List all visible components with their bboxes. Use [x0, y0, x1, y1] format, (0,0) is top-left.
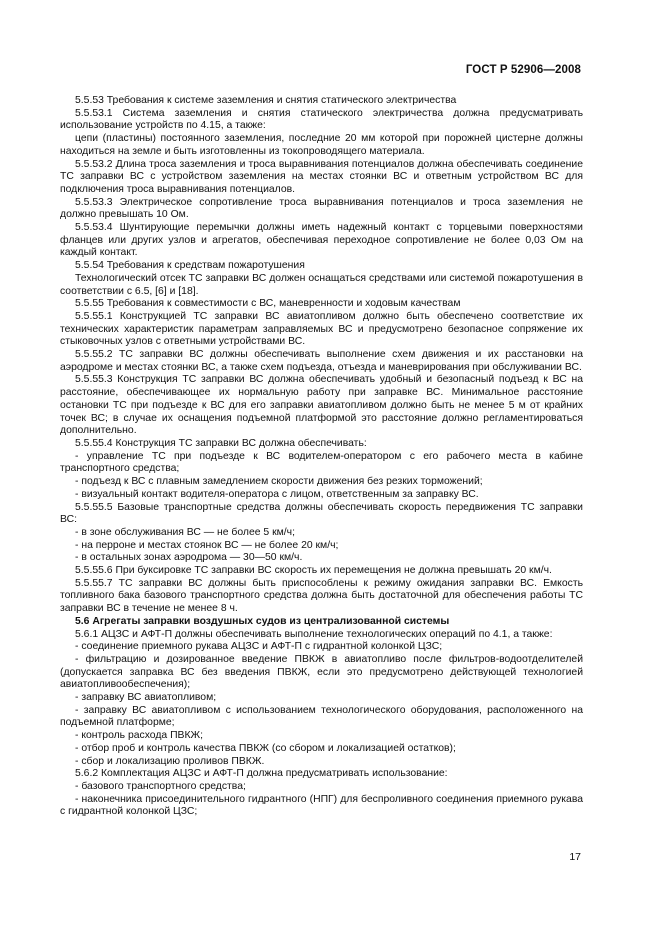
paragraph: 5.6.2 Комплектация АЦЗС и АФТ-П должна предусматривать использование:	[75, 768, 448, 780]
heading-5-5-54: 5.5.54 Требования к средствам пожаротушения	[75, 260, 305, 272]
page-number: 17	[569, 851, 581, 863]
paragraph: 5.5.53.2 Длина троса заземления и троса выравнивания потенциалов должна обеспечивать соединение ТС заправки ВС с устройством заземления на местах стоянки ВС и ответным устройством ВС для подключения троса выравнивания потенциалов.	[60, 158, 583, 195]
paragraph: Технологический отсек ТС заправки ВС должен оснащаться средствами или системой пожаротушения в соответствии с 6.5, [6] и [18].	[60, 272, 583, 297]
paragraph: 5.5.55.6 При буксировке ТС заправки ВС скорость их перемещения не должна превышать 20 км/ч.	[75, 565, 552, 577]
paragraph: цепи (пластины) постоянного заземления, последние 20 мм которой при порожней цистерне должны находиться на земле и быть изготовленны из токопроводящего материала.	[60, 133, 583, 157]
list-item: - в зоне обслуживания ВС — не более 5 км/ч;	[75, 526, 295, 538]
list-item: - в остальных зонах аэродрома — 30—50 км/ч.	[75, 552, 303, 564]
list-item: - визуальный контакт водителя-оператора с лицом, ответственным за заправку ВС.	[75, 488, 479, 500]
list-item: - отбор проб и контроль качества ПВКЖ (со сбором и локализацией остатков);	[75, 742, 456, 754]
paragraph: 5.5.55.5 Базовые транспортные средства должны обеспечивать скорость передвижения ТС заправки ВС:	[60, 501, 583, 526]
list-item: - фильтрацию и дозированное введение ПВКЖ в авиатопливо после фильтров-водоотделителей (допускается заправка ВС без введения ПВКЖ, если это предусмотрено действующей технологией авиатопливообеспечения);	[60, 653, 583, 691]
paragraph: 5.5.53.1 Система заземления и снятия статического электричества должна предусматривать использование устройств по 4.15, а также:	[60, 107, 583, 132]
heading-5-5-53: 5.5.53 Требования к системе заземления и снятия статического электричества	[75, 95, 457, 106]
list-item: - управление ТС при подъезде к ВС водителем-оператором с его рабочего места в кабине транспортного средства;	[60, 450, 583, 475]
paragraph: 5.5.55.2 ТС заправки ВС должны обеспечивать выполнение схем движения и их расстановки на аэродроме и местах стоянки ВС, а также схем подъезда, отъезда и маневрирования при обслуживании ВС.	[60, 349, 583, 373]
list-item: - контроль расхода ПВКЖ;	[75, 730, 204, 742]
paragraph: 5.5.55.4 Конструкция ТС заправки ВС должна обеспечивать:	[75, 437, 367, 449]
list-item: - базового транспортного средства;	[75, 780, 246, 792]
paragraph: 5.5.55.1 Конструкцией ТС заправки ВС авиатопливом должно быть обеспечено соответствие их технических характеристик параметрам заправляемых ВС и предусмотрено безопасное сопряжение их стыковочных узлов с ответными устройствами ВС.	[60, 310, 583, 348]
list-item: - заправку ВС авиатопливом;	[75, 692, 217, 704]
paragraph: 5.5.53.4 Шунтирующие перемычки должны иметь надежный контакт с торцевыми поверхностями фланцев или других узлов и агрегатов, обеспечивая переходное сопротивление не более 0,03 Ом на каждый контакт.	[60, 222, 583, 259]
heading-5-5-55: 5.5.55 Требования к совместимости с ВС, маневренности и ходовым качествам	[75, 298, 461, 310]
list-item: - заправку ВС авиатопливом с использованием технологического оборудования, расположенного на подъемной платформе;	[60, 704, 583, 729]
list-item: - подъезд к ВС с плавным замедлением скорости движения без резких торможений;	[75, 476, 483, 488]
paragraph: 5.6.1 АЦЗС и АФТ-П должны обеспечивать выполнение технологических операций по 4.1, а также:	[75, 628, 553, 640]
list-item: - соединение приемного рукава АЦЗС и АФТ-П с гидрантной колонкой ЦЗС;	[75, 641, 443, 653]
document-header: ГОСТ Р 52906—2008	[465, 64, 581, 76]
paragraph: 5.5.53.3 Электрическое сопротивление троса выравнивания потенциалов и троса заземления не должно превышать 10 Ом.	[60, 196, 583, 221]
paragraph: 5.5.55.7 ТС заправки ВС должны быть приспособлены к режиму ожидания заправки ВС. Емкость топливного бака базового транспортного средства должна быть достаточной для обеспечения работы ТС заправки ВС в течение не менее 8 ч.	[60, 577, 583, 615]
list-item: - на перроне и местах стоянок ВС — не более 20 км/ч;	[75, 539, 339, 551]
section-heading-5-6: 5.6 Агрегаты заправки воздушных судов из централизованной системы	[75, 615, 450, 627]
list-item: - сбор и локализацию проливов ПВКЖ.	[75, 755, 265, 767]
paragraph: 5.5.55.3 Конструкция ТС заправки ВС должна обеспечивать удобный и безопасный подъезд к ВС на расстояние, обеспечивающее их нормальную работу при заправке ВС. Минимальное расстояние остановки ТС при подъезде к ВС для его заправки авиатопливом должно быть не менее 5 м от крайних точек ВС; в случае их оснащения подъемной платформой это расстояние должно регламентироваться дополнительно.	[60, 374, 583, 437]
document-body	[60, 95, 583, 819]
list-item: - наконечника присоединительного гидрантного (НПГ) для беспроливного соединения приемного рукава с гидрантной колонкой ЦЗС;	[60, 793, 583, 818]
